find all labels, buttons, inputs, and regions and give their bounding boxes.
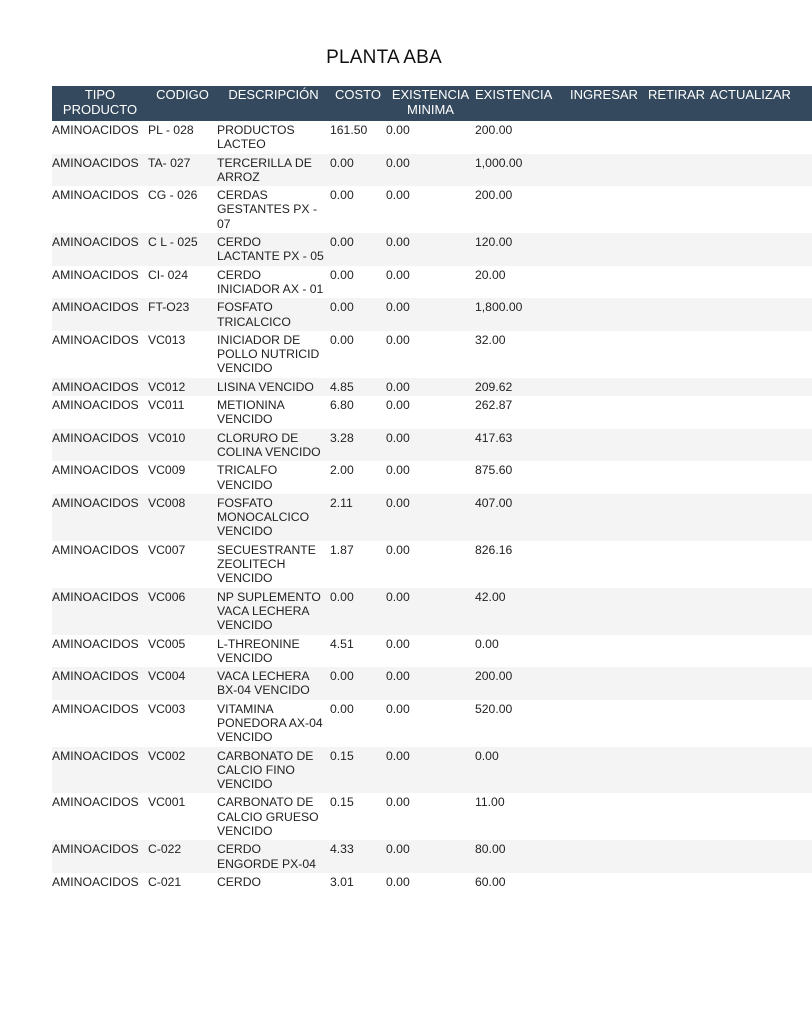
cell-tipo-producto: AMINOACIDOS xyxy=(52,840,148,873)
cell-codigo: VC004 xyxy=(148,667,217,700)
cell-retirar xyxy=(643,121,710,154)
cell-codigo: PL - 028 xyxy=(148,121,217,154)
cell-retirar xyxy=(643,298,710,331)
cell-costo: 0.00 xyxy=(330,588,386,635)
cell-codigo: VC011 xyxy=(148,396,217,429)
table-row xyxy=(52,331,812,378)
cell-codigo: CG - 026 xyxy=(148,186,217,233)
cell-retirar xyxy=(643,429,710,462)
cell-codigo: VC013 xyxy=(148,331,217,378)
cell-tipo-producto: AMINOACIDOS xyxy=(52,793,148,840)
cell-existencia-minima: 0.00 xyxy=(386,233,475,266)
table-row xyxy=(52,588,812,635)
cell-actualizar xyxy=(710,121,812,154)
table-row xyxy=(52,873,812,891)
cell-costo: 0.00 xyxy=(330,331,386,378)
cell-descripcion: FOSFATO MONOCALCICO VENCIDO xyxy=(217,494,330,541)
cell-tipo-producto: AMINOACIDOS xyxy=(52,541,148,588)
cell-tipo-producto: AMINOACIDOS xyxy=(52,667,148,700)
table-row xyxy=(52,233,812,266)
cell-ingresar xyxy=(565,396,643,429)
cell-existencia: 1,000.00 xyxy=(475,154,565,187)
cell-tipo-producto: AMINOACIDOS xyxy=(52,396,148,429)
cell-costo: 0.15 xyxy=(330,747,386,794)
cell-existencia: 200.00 xyxy=(475,121,565,154)
cell-retirar xyxy=(643,700,710,747)
cell-existencia: 407.00 xyxy=(475,494,565,541)
cell-existencia: 120.00 xyxy=(475,233,565,266)
cell-tipo-producto: AMINOACIDOS xyxy=(52,588,148,635)
table-row xyxy=(52,186,812,233)
table-row xyxy=(52,461,812,494)
cell-tipo-producto: AMINOACIDOS xyxy=(52,635,148,668)
cell-existencia: 1,800.00 xyxy=(475,298,565,331)
cell-costo: 0.00 xyxy=(330,667,386,700)
cell-tipo-producto: AMINOACIDOS xyxy=(52,429,148,462)
cell-codigo: VC009 xyxy=(148,461,217,494)
cell-ingresar xyxy=(565,298,643,331)
cell-ingresar xyxy=(565,121,643,154)
cell-ingresar xyxy=(565,266,643,299)
cell-retirar xyxy=(643,667,710,700)
cell-costo: 0.00 xyxy=(330,298,386,331)
cell-descripcion: LISINA VENCIDO xyxy=(217,378,330,396)
table-row xyxy=(52,429,812,462)
header-codigo: CODIGO xyxy=(148,86,217,121)
cell-actualizar xyxy=(710,667,812,700)
table-row xyxy=(52,747,812,794)
cell-costo: 4.51 xyxy=(330,635,386,668)
cell-actualizar xyxy=(710,588,812,635)
cell-actualizar xyxy=(710,700,812,747)
cell-costo: 0.00 xyxy=(330,186,386,233)
cell-ingresar xyxy=(565,541,643,588)
cell-tipo-producto: AMINOACIDOS xyxy=(52,233,148,266)
cell-codigo: C-022 xyxy=(148,840,217,873)
cell-retirar xyxy=(643,233,710,266)
table-row xyxy=(52,266,812,299)
cell-retirar xyxy=(643,154,710,187)
cell-existencia: 262.87 xyxy=(475,396,565,429)
cell-codigo: VC007 xyxy=(148,541,217,588)
cell-descripcion: TRICALFO VENCIDO xyxy=(217,461,330,494)
cell-retirar xyxy=(643,873,710,891)
header-existencia: EXISTENCIA xyxy=(475,86,565,121)
cell-ingresar xyxy=(565,667,643,700)
cell-retirar xyxy=(643,635,710,668)
header-actualizar: ACTUALIZAR xyxy=(710,86,812,121)
cell-actualizar xyxy=(710,186,812,233)
cell-retirar xyxy=(643,541,710,588)
cell-retirar xyxy=(643,378,710,396)
cell-ingresar xyxy=(565,378,643,396)
cell-descripcion: VACA LECHERA BX-04 VENCIDO xyxy=(217,667,330,700)
cell-tipo-producto: AMINOACIDOS xyxy=(52,298,148,331)
cell-descripcion: METIONINA VENCIDO xyxy=(217,396,330,429)
cell-existencia: 80.00 xyxy=(475,840,565,873)
cell-codigo: C L - 025 xyxy=(148,233,217,266)
cell-retirar xyxy=(643,494,710,541)
cell-existencia: 417.63 xyxy=(475,429,565,462)
cell-actualizar xyxy=(710,494,812,541)
cell-existencia: 32.00 xyxy=(475,331,565,378)
cell-existencia: 875.60 xyxy=(475,461,565,494)
table-row xyxy=(52,121,812,154)
header-row xyxy=(52,86,812,121)
header-descripcion: DESCRIPCIÓN xyxy=(217,86,330,121)
cell-existencia: 60.00 xyxy=(475,873,565,891)
table-body xyxy=(52,121,812,891)
header-retirar: RETIRAR xyxy=(643,86,710,121)
cell-existencia-minima: 0.00 xyxy=(386,747,475,794)
cell-ingresar xyxy=(565,461,643,494)
cell-actualizar xyxy=(710,266,812,299)
cell-actualizar xyxy=(710,378,812,396)
cell-retirar xyxy=(643,331,710,378)
cell-actualizar xyxy=(710,840,812,873)
cell-actualizar xyxy=(710,331,812,378)
cell-retirar xyxy=(643,461,710,494)
header-existencia-minima: EXISTENCIA MINIMA xyxy=(386,86,475,121)
cell-existencia-minima: 0.00 xyxy=(386,635,475,668)
cell-ingresar xyxy=(565,154,643,187)
cell-actualizar xyxy=(710,873,812,891)
cell-existencia-minima: 0.00 xyxy=(386,429,475,462)
cell-costo: 2.11 xyxy=(330,494,386,541)
cell-costo: 0.00 xyxy=(330,233,386,266)
header-tipo-producto: TIPO PRODUCTO xyxy=(52,86,148,121)
cell-existencia-minima: 0.00 xyxy=(386,186,475,233)
cell-descripcion: CERDO LACTANTE PX - 05 xyxy=(217,233,330,266)
cell-existencia-minima: 0.00 xyxy=(386,541,475,588)
cell-existencia-minima: 0.00 xyxy=(386,840,475,873)
cell-existencia-minima: 0.00 xyxy=(386,700,475,747)
cell-ingresar xyxy=(565,747,643,794)
cell-retirar xyxy=(643,396,710,429)
cell-descripcion: CERDO xyxy=(217,873,330,891)
cell-costo: 6.80 xyxy=(330,396,386,429)
cell-actualizar xyxy=(710,396,812,429)
cell-ingresar xyxy=(565,429,643,462)
cell-existencia-minima: 0.00 xyxy=(386,331,475,378)
cell-costo: 3.28 xyxy=(330,429,386,462)
cell-existencia-minima: 0.00 xyxy=(386,378,475,396)
cell-retirar xyxy=(643,266,710,299)
cell-retirar xyxy=(643,747,710,794)
cell-actualizar xyxy=(710,429,812,462)
cell-codigo: TA- 027 xyxy=(148,154,217,187)
cell-existencia-minima: 0.00 xyxy=(386,793,475,840)
cell-existencia: 20.00 xyxy=(475,266,565,299)
cell-tipo-producto: AMINOACIDOS xyxy=(52,378,148,396)
cell-tipo-producto: AMINOACIDOS xyxy=(52,494,148,541)
cell-retirar xyxy=(643,793,710,840)
cell-retirar xyxy=(643,186,710,233)
cell-retirar xyxy=(643,840,710,873)
table-row xyxy=(52,840,812,873)
cell-codigo: CI- 024 xyxy=(148,266,217,299)
cell-descripcion: INICIADOR DE POLLO NUTRICID VENCIDO xyxy=(217,331,330,378)
cell-codigo: VC002 xyxy=(148,747,217,794)
page-title: PLANTA ABA xyxy=(326,47,442,68)
cell-existencia-minima: 0.00 xyxy=(386,154,475,187)
header-costo: COSTO xyxy=(330,86,386,121)
cell-tipo-producto: AMINOACIDOS xyxy=(52,873,148,891)
cell-ingresar xyxy=(565,588,643,635)
cell-costo: 1.87 xyxy=(330,541,386,588)
cell-ingresar xyxy=(565,873,643,891)
cell-ingresar xyxy=(565,700,643,747)
cell-descripcion: PRODUCTOS LACTEO xyxy=(217,121,330,154)
cell-retirar xyxy=(643,588,710,635)
cell-tipo-producto: AMINOACIDOS xyxy=(52,154,148,187)
table-row xyxy=(52,154,812,187)
cell-existencia-minima: 0.00 xyxy=(386,667,475,700)
cell-costo: 4.85 xyxy=(330,378,386,396)
inventory-table xyxy=(52,86,812,891)
cell-existencia: 200.00 xyxy=(475,667,565,700)
cell-ingresar xyxy=(565,635,643,668)
cell-descripcion: CERDO INICIADOR AX - 01 xyxy=(217,266,330,299)
cell-existencia-minima: 0.00 xyxy=(386,396,475,429)
cell-descripcion: VITAMINA PONEDORA AX-04 VENCIDO xyxy=(217,700,330,747)
cell-codigo: VC005 xyxy=(148,635,217,668)
cell-ingresar xyxy=(565,233,643,266)
table-row xyxy=(52,378,812,396)
cell-tipo-producto: AMINOACIDOS xyxy=(52,331,148,378)
cell-tipo-producto: AMINOACIDOS xyxy=(52,266,148,299)
cell-tipo-producto: AMINOACIDOS xyxy=(52,121,148,154)
cell-ingresar xyxy=(565,840,643,873)
cell-costo: 0.00 xyxy=(330,266,386,299)
cell-codigo: FT-O23 xyxy=(148,298,217,331)
cell-descripcion: NP SUPLEMENTO VACA LECHERA VENCIDO xyxy=(217,588,330,635)
cell-descripcion: TERCERILLA DE ARROZ xyxy=(217,154,330,187)
cell-descripcion: L-THREONINE VENCIDO xyxy=(217,635,330,668)
cell-actualizar xyxy=(710,635,812,668)
cell-descripcion: SECUESTRANTE ZEOLITECH VENCIDO xyxy=(217,541,330,588)
inventory-table-container xyxy=(52,86,791,891)
cell-ingresar xyxy=(565,331,643,378)
cell-existencia-minima: 0.00 xyxy=(386,298,475,331)
cell-codigo: VC008 xyxy=(148,494,217,541)
cell-costo: 0.15 xyxy=(330,793,386,840)
cell-tipo-producto: AMINOACIDOS xyxy=(52,747,148,794)
table-row xyxy=(52,298,812,331)
cell-existencia-minima: 0.00 xyxy=(386,494,475,541)
table-row xyxy=(52,700,812,747)
header-ingresar: INGRESAR xyxy=(565,86,643,121)
table-row xyxy=(52,635,812,668)
table-row xyxy=(52,494,812,541)
cell-existencia-minima: 0.00 xyxy=(386,873,475,891)
cell-actualizar xyxy=(710,154,812,187)
cell-existencia: 520.00 xyxy=(475,700,565,747)
cell-codigo: VC001 xyxy=(148,793,217,840)
table-header xyxy=(52,86,812,121)
cell-existencia: 42.00 xyxy=(475,588,565,635)
cell-costo: 0.00 xyxy=(330,154,386,187)
cell-existencia: 826.16 xyxy=(475,541,565,588)
cell-existencia-minima: 0.00 xyxy=(386,266,475,299)
cell-costo: 0.00 xyxy=(330,700,386,747)
cell-codigo: VC012 xyxy=(148,378,217,396)
cell-descripcion: CARBONATO DE CALCIO FINO VENCIDO xyxy=(217,747,330,794)
cell-ingresar xyxy=(565,494,643,541)
cell-actualizar xyxy=(710,541,812,588)
cell-tipo-producto: AMINOACIDOS xyxy=(52,700,148,747)
cell-existencia: 200.00 xyxy=(475,186,565,233)
cell-codigo: VC006 xyxy=(148,588,217,635)
table-row xyxy=(52,396,812,429)
cell-costo: 161.50 xyxy=(330,121,386,154)
cell-existencia: 0.00 xyxy=(475,747,565,794)
cell-descripcion: CLORURO DE COLINA VENCIDO xyxy=(217,429,330,462)
cell-tipo-producto: AMINOACIDOS xyxy=(52,461,148,494)
cell-ingresar xyxy=(565,186,643,233)
cell-costo: 2.00 xyxy=(330,461,386,494)
cell-existencia-minima: 0.00 xyxy=(386,461,475,494)
cell-descripcion: CERDAS GESTANTES PX - 07 xyxy=(217,186,330,233)
cell-tipo-producto: AMINOACIDOS xyxy=(52,186,148,233)
cell-descripcion: CARBONATO DE CALCIO GRUESO VENCIDO xyxy=(217,793,330,840)
cell-codigo: VC003 xyxy=(148,700,217,747)
table-row xyxy=(52,541,812,588)
cell-codigo: VC010 xyxy=(148,429,217,462)
cell-existencia: 11.00 xyxy=(475,793,565,840)
cell-actualizar xyxy=(710,747,812,794)
cell-costo: 4.33 xyxy=(330,840,386,873)
cell-actualizar xyxy=(710,298,812,331)
table-row xyxy=(52,793,812,840)
cell-actualizar xyxy=(710,233,812,266)
cell-costo: 3.01 xyxy=(330,873,386,891)
cell-descripcion: CERDO ENGORDE PX-04 xyxy=(217,840,330,873)
table-row xyxy=(52,667,812,700)
cell-ingresar xyxy=(565,793,643,840)
cell-codigo: C-021 xyxy=(148,873,217,891)
cell-actualizar xyxy=(710,461,812,494)
cell-existencia: 209.62 xyxy=(475,378,565,396)
cell-existencia-minima: 0.00 xyxy=(386,121,475,154)
cell-descripcion: FOSFATO TRICALCICO xyxy=(217,298,330,331)
cell-actualizar xyxy=(710,793,812,840)
cell-existencia: 0.00 xyxy=(475,635,565,668)
cell-existencia-minima: 0.00 xyxy=(386,588,475,635)
